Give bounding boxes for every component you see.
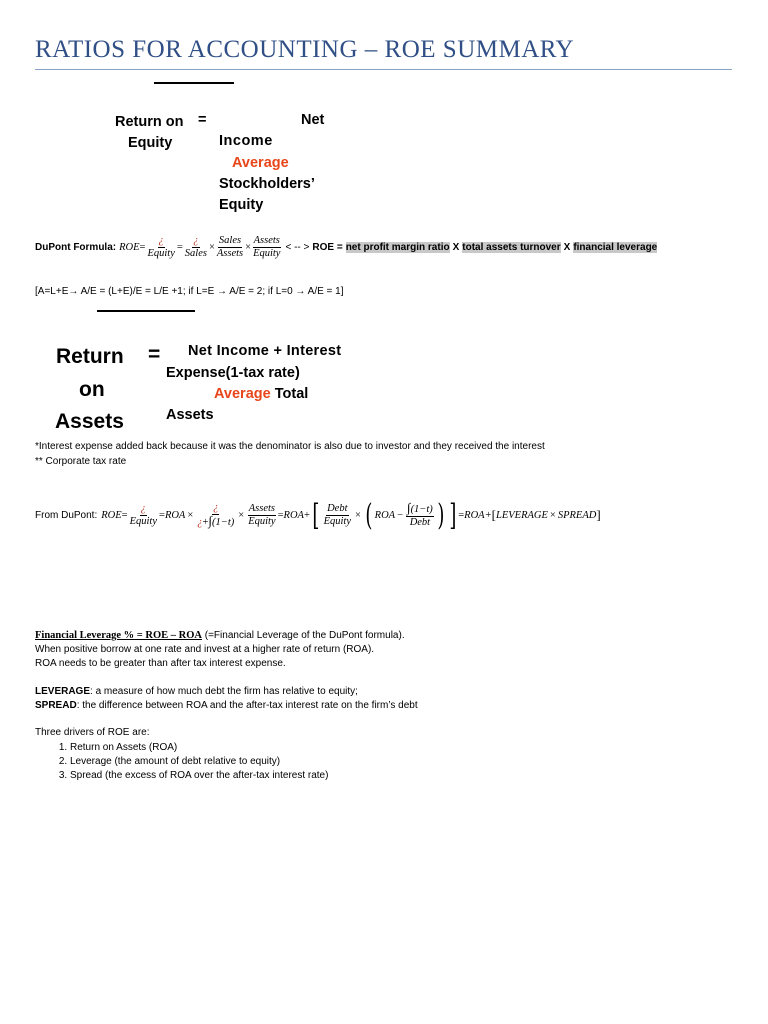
dupont-frac-3-num: Sales — [218, 234, 242, 246]
fd-frac-2-den-int: ∫ — [208, 512, 213, 528]
fd-frac-3 — [247, 503, 276, 528]
dupont-frac-3-den: Assets — [216, 247, 244, 259]
fd-bracket-open: [ — [312, 497, 320, 533]
fd-frac-2-den — [196, 512, 235, 529]
fin-lev-line3: ROA needs to be greater than after tax interest expense. — [35, 658, 286, 669]
roa-denominator-line1 — [214, 386, 308, 402]
dupont-eq2: = — [176, 241, 183, 253]
fd-frac-1 — [129, 503, 158, 528]
fd-eq1: = — [121, 509, 128, 521]
fd-frac-5-int: ∫ — [407, 499, 411, 515]
fd-frac-5-t: (1−t) — [410, 503, 433, 515]
fd-paren-open: ( — [365, 497, 373, 533]
fd-frac-1-den: Equity — [129, 515, 158, 527]
def-spread-term: SPREAD — [35, 700, 77, 711]
fin-lev-title: Financial Leverage % = ROE – ROA — [35, 630, 202, 641]
roe-label-line2: Equity — [128, 135, 173, 151]
fd-frac-3-den: Equity — [248, 515, 276, 527]
roa-label-line1: Return — [56, 345, 124, 368]
roe-label-line1: Return on — [115, 114, 184, 130]
fd-frac-4-den: Equity — [323, 515, 352, 527]
fd-frac-5-den: Debt — [409, 516, 431, 528]
roe-denominator-equity: Equity — [219, 197, 264, 213]
dupont-frac-4 — [252, 235, 281, 260]
dupont-npm: net profit margin ratio — [345, 241, 450, 253]
roa-denominator-total: Total — [274, 386, 309, 402]
fd-roa2: ROA — [283, 509, 304, 521]
asset-equity-identity: [A=L+E→ A/E = (L+E)/E = L/E +1; if L=E → A/E = 2; if L=0 → A/E = 1] — [35, 286, 344, 297]
roe-denominator-average: Average — [232, 155, 289, 171]
fd-roe: ROE — [101, 509, 122, 521]
fd-frac-5-num — [406, 499, 434, 517]
roe-denominator-stockholders: Stockholders’ — [219, 176, 315, 192]
fd-minus: − — [397, 509, 403, 521]
def-spread-text: : the difference between ROA and the after-tax interest rate on the firm’s debt — [76, 700, 418, 711]
dupont-frac-2-num: ¿ — [193, 234, 199, 246]
page-title: RATIOS FOR ACCOUNTING – ROE SUMMARY — [35, 36, 575, 63]
fd-eq2: = — [159, 509, 165, 521]
dupont-frac-2-den: Sales — [184, 247, 207, 259]
dupont-tat: total assets turnover — [462, 241, 561, 253]
def-spread — [35, 700, 418, 711]
roa-equals: = — [148, 343, 161, 366]
drivers-list — [35, 741, 570, 783]
fd-plus1: + — [303, 509, 310, 521]
dupont-x2: X — [563, 241, 571, 253]
dupont-label: DuPont Formula: — [35, 241, 117, 253]
roe-equals: = — [198, 112, 207, 128]
fd-bracket-close: ] — [448, 497, 456, 533]
roa-numerator-line1: Net Income + Interest — [188, 343, 342, 359]
fd-eq4: = — [458, 509, 465, 521]
fd-times3: × — [355, 509, 361, 521]
dupont-formula — [35, 233, 657, 261]
dupont-times2: × — [245, 241, 252, 253]
roa-denominator-assets: Assets — [166, 407, 214, 423]
dupont-frac-1 — [146, 235, 175, 260]
list-item: 3. Spread (the excess of ROA over the after-tax interest rate) — [70, 769, 570, 783]
fd-frac-3-num: Assets — [248, 502, 276, 514]
fd-frac-2 — [196, 502, 235, 529]
fd-rhs-close: ] — [596, 507, 601, 522]
def-leverage-term: LEVERAGE — [35, 686, 91, 697]
fd-spread: SPREAD — [557, 509, 597, 521]
dupont-roe: ROE — [119, 241, 140, 253]
dupont-x1: X — [452, 241, 460, 253]
def-leverage-text: : a measure of how much debt the firm has relative to equity; — [90, 686, 358, 697]
note-interest: *Interest expense added back because it was the denominator is also due to investor and they received the interest — [35, 441, 545, 452]
list-item: 1. Return on Assets (ROA) — [70, 741, 570, 755]
dupont-frac-3 — [216, 235, 244, 260]
roa-numerator-line2: Expense(1-tax rate) — [166, 365, 300, 381]
def-leverage — [35, 686, 358, 697]
dupont-eq1: = — [139, 241, 146, 253]
dupont-frac-1-den: Equity — [147, 247, 175, 259]
fd-frac-4-num: Debt — [327, 502, 348, 514]
fd-frac-2-num: ¿ — [213, 501, 219, 513]
fd-frac-4 — [323, 503, 352, 528]
dupont-roe-eq: ROE = — [312, 241, 343, 253]
fd-eq3: = — [277, 509, 284, 521]
roe-numerator-income: Income — [219, 133, 273, 149]
fin-lev-line2: When positive borrow at one rate and invest at a higher rate of return (ROA). — [35, 644, 375, 655]
dupont-frac-4-num: Assets — [253, 234, 280, 246]
from-dupont-label: From DuPont: — [35, 509, 98, 521]
fin-lev-heading — [35, 630, 405, 641]
roa-denominator-average: Average — [214, 386, 271, 402]
fd-frac-1-num: ¿ — [140, 502, 146, 514]
fd-rhs: ROA+ — [464, 509, 492, 521]
fd-frac-2-den-plus: + — [202, 516, 209, 528]
roe-numerator-net: Net — [301, 112, 325, 128]
fd-times1: × — [187, 509, 194, 521]
dupont-arrow: < -- > — [285, 241, 310, 253]
fd-roa1: ROA — [164, 509, 186, 521]
fd-times4: × — [549, 509, 556, 521]
dupont-frac-4-den: Equity — [253, 247, 281, 259]
dupont-times1: × — [208, 241, 215, 253]
fd-frac-5 — [406, 499, 434, 529]
list-item: 2. Leverage (the amount of debt relative to equity) — [70, 755, 570, 769]
fin-lev-note: (=Financial Leverage of the DuPont formula). — [201, 630, 405, 641]
dupont-frac-1-num: ¿ — [158, 234, 164, 246]
roa-fraction-rule — [97, 310, 195, 312]
fd-frac-2-den-t: (1−t) — [212, 516, 235, 528]
fd-rhs-open: [ — [491, 507, 497, 522]
drivers-intro: Three drivers of ROE are: — [35, 727, 150, 738]
dupont-frac-2 — [184, 235, 208, 260]
fd-times2: × — [238, 509, 245, 521]
fd-paren-close: ) — [437, 497, 445, 533]
note-tax-rate: ** Corporate tax rate — [35, 456, 127, 467]
title-divider — [35, 69, 732, 70]
roa-label-line3: Assets — [55, 410, 124, 433]
fd-frac-2-den-i: ¿ — [197, 516, 203, 528]
dupont-fl: financial leverage — [573, 241, 658, 253]
roa-label-line2: on — [79, 378, 105, 401]
from-dupont-formula — [35, 494, 601, 536]
fd-roa3: ROA — [374, 509, 396, 521]
roe-fraction-rule — [154, 82, 234, 84]
fd-leverage: LEVERAGE — [496, 509, 548, 521]
